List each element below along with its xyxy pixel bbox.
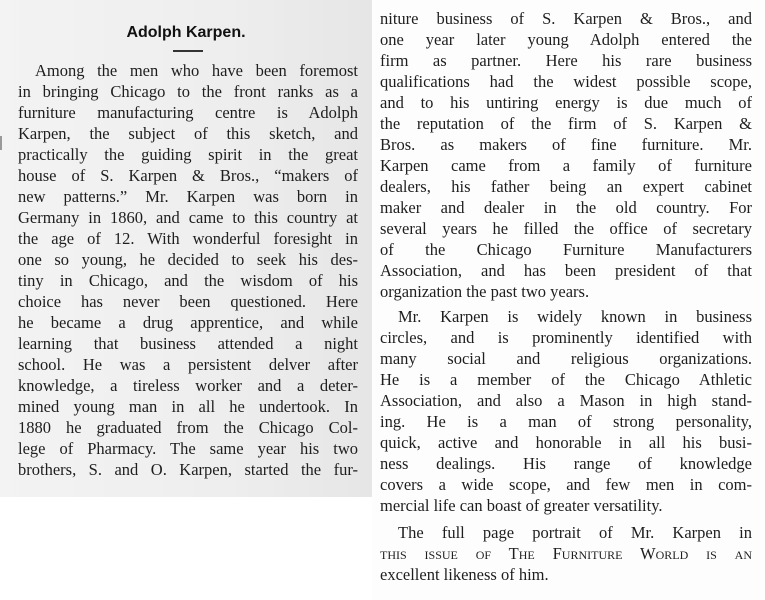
- left-line: Germany in 1860, and came to this country at: [18, 208, 358, 227]
- right-line: Karpen came from a family of furniture: [380, 156, 752, 175]
- left-line: furniture manufacturing centre is Adolph: [18, 103, 358, 122]
- right-line: niture business of S. Karpen & Bros., and: [380, 9, 752, 28]
- right-line: the reputation of the firm of S. Karpen &: [380, 114, 752, 133]
- right-line: and to his untiring energy is due much of: [380, 93, 752, 112]
- left-line: learning that business attended a night: [18, 334, 358, 353]
- left-line: practically the guiding spirit in the great: [18, 145, 358, 164]
- right-line: mercial life can boast of greater versatility.: [380, 496, 663, 515]
- right-line: dealers, his father being an expert cabinet: [380, 177, 752, 196]
- left-line: new patterns.” Mr. Karpen was born in: [18, 187, 358, 206]
- left-line: knowledge, a tireless worker and a deter-: [18, 376, 358, 395]
- right-line: ing. He is a man of strong personality,: [380, 412, 752, 431]
- left-line: Karpen, the subject of this sketch, and: [18, 124, 358, 143]
- left-line: tiny in Chicago, and the wisdom of his: [18, 271, 358, 290]
- right-line: maker and dealer in the old country. For: [380, 198, 752, 217]
- left-line: in bringing Chicago to the front ranks as a: [18, 82, 358, 101]
- right-line: ness dealings. His range of knowledge: [380, 454, 752, 473]
- right-line: several years he filled the office of secretary: [380, 219, 752, 238]
- left-line: Among the men who have been foremost: [35, 61, 358, 80]
- right-line: covers a wide scope, and few men in com-: [380, 475, 752, 494]
- scan-artifact: [0, 136, 2, 150]
- right-line: quick, active and honorable in all his busi-: [380, 433, 752, 452]
- right-line: organization the past two years.: [380, 282, 590, 301]
- left-line: choice has never been questioned. Here: [18, 292, 358, 311]
- left-line: school. He was a persistent delver after: [18, 355, 358, 374]
- publication-name: this issue of The Furniture World is an: [380, 544, 752, 563]
- right-line: Mr. Karpen is widely known in business: [398, 307, 752, 326]
- left-line: brothers, S. and O. Karpen, started the fur-: [18, 460, 358, 479]
- right-line: Association, and has been president of that: [380, 261, 752, 280]
- left-line: he became a drug apprentice, and while: [18, 313, 358, 332]
- right-line: firm as partner. Here his rare business: [380, 51, 752, 70]
- left-line: lege of Pharmacy. The same year his two: [18, 439, 358, 458]
- article-title: Adolph Karpen.: [126, 24, 246, 41]
- right-line: excellent likeness of him.: [380, 565, 549, 584]
- right-line: qualifications had the widest possible scope,: [380, 72, 752, 91]
- left-line: the age of 12. With wonderful foresight in: [18, 229, 358, 248]
- left-line: house of S. Karpen & Bros., “makers of: [18, 166, 358, 185]
- left-line: one so young, he decided to seek his des-: [18, 250, 358, 269]
- right-line: [380, 543, 752, 564]
- right-line: circles, and is prominently identified with: [380, 328, 752, 347]
- left-line: 1880 he graduated from the Chicago Col-: [18, 418, 358, 437]
- right-line: The full page portrait of Mr. Karpen in: [398, 523, 752, 542]
- blank-area: [0, 497, 372, 600]
- right-line: many social and religious organizations.: [380, 349, 752, 368]
- right-line: He is a member of the Chicago Athletic: [380, 370, 752, 389]
- left-column: [0, 0, 372, 497]
- right-column: [372, 0, 765, 600]
- right-line: one year later young Adolph entered the: [380, 30, 752, 49]
- right-line: of the Chicago Furniture Manufacturers: [380, 240, 752, 259]
- right-line: Association, and also a Mason in high stand-: [380, 391, 752, 410]
- title-rule: [173, 50, 203, 52]
- left-line: mined young man in all he undertook. In: [18, 397, 358, 416]
- right-line: Bros. as makers of fine furniture. Mr.: [380, 135, 752, 154]
